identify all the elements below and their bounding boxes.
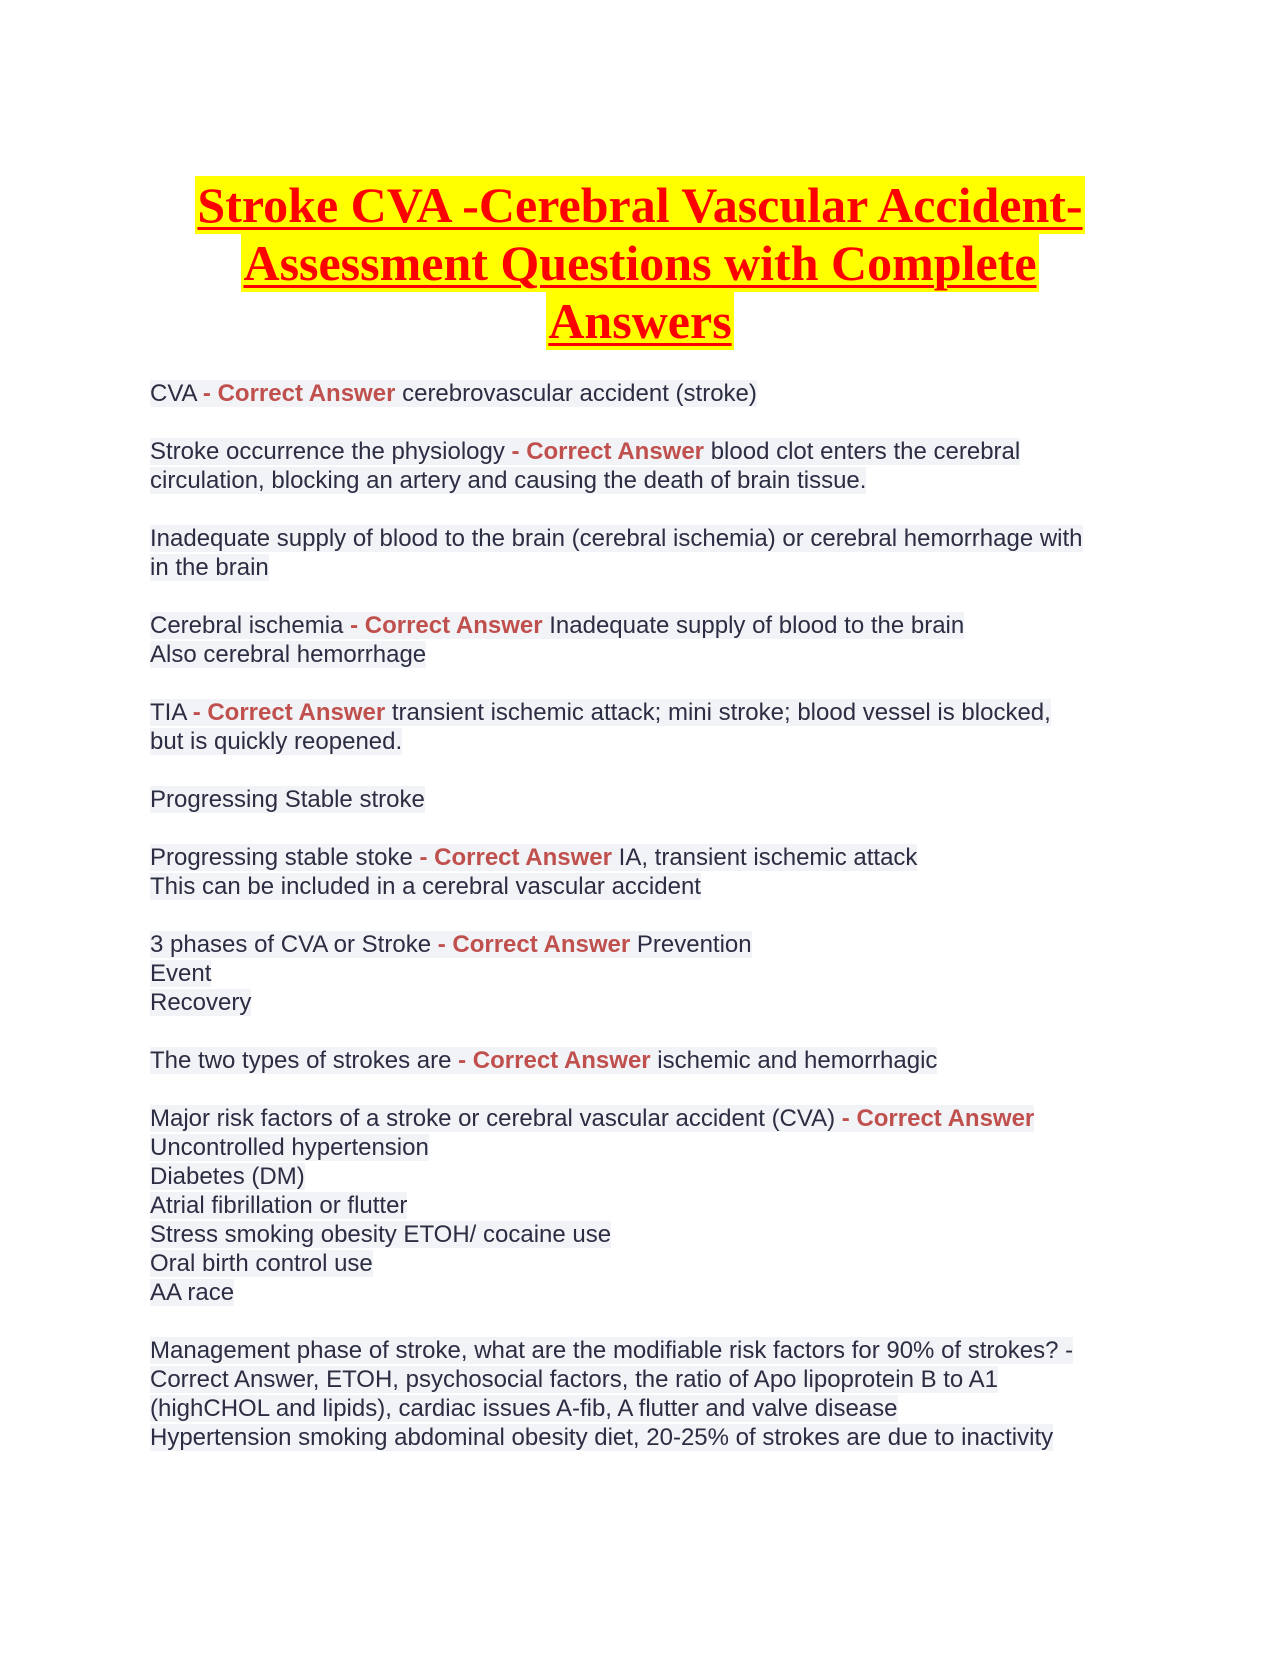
text-line <box>150 1220 1150 1249</box>
plain-text: Correct Answer, ETOH, psychosocial factors, the ratio of Apo lipoprotein B to A1 <box>150 1366 998 1393</box>
plain-text: Management phase of stroke, what are the modifiable risk factors for 90% of strokes? - <box>150 1337 1074 1364</box>
answer-text: IA, transient ischemic attack <box>611 844 918 871</box>
answer-text: Stress smoking obesity ETOH/ cocaine use <box>150 1221 612 1248</box>
text-line <box>150 1133 1150 1162</box>
qa-entry <box>150 930 1150 1017</box>
correct-answer-marker: - Correct Answer <box>458 1047 651 1074</box>
qa-entry <box>150 611 1150 669</box>
title-line: Assessment Questions with Complete <box>243 235 1037 291</box>
answer-text: Uncontrolled hypertension <box>150 1134 429 1161</box>
answer-text: cerebrovascular accident (stroke) <box>395 380 757 407</box>
question-text: Cerebral ischemia <box>150 612 351 639</box>
text-line <box>150 553 1150 582</box>
text-line <box>150 1278 1150 1307</box>
question-text: CVA <box>150 380 203 407</box>
answer-text: Oral birth control use <box>150 1250 373 1277</box>
text-line <box>150 1104 1150 1133</box>
question-text: 3 phases of CVA or Stroke <box>150 931 438 958</box>
qa-entry <box>150 843 1150 901</box>
question-text: The two types of strokes are <box>150 1047 459 1074</box>
correct-answer-marker: - Correct Answer <box>841 1105 1035 1132</box>
text-line <box>150 959 1150 988</box>
text-line <box>150 611 1150 640</box>
title-line: Stroke CVA -Cerebral Vascular Accident- <box>197 177 1083 233</box>
answer-text: Inadequate supply of blood to the brain <box>542 612 965 639</box>
text-line <box>150 1394 1150 1423</box>
correct-answer-marker: - Correct Answer <box>192 699 386 726</box>
text-line <box>150 698 1150 727</box>
answer-text: Prevention <box>630 931 752 958</box>
text-line <box>150 379 1150 408</box>
answer-text: circulation, blocking an artery and causing the death of brain tissue. <box>150 467 867 494</box>
text-line <box>150 640 1150 669</box>
answer-text: but is quickly reopened. <box>150 728 403 755</box>
text-line <box>150 524 1150 553</box>
text-line <box>150 930 1150 959</box>
text-line <box>150 1336 1150 1365</box>
answer-text: AA race <box>150 1279 235 1306</box>
plain-text: Hypertension smoking abdominal obesity diet, 20-25% of strokes are due to inactivity <box>150 1424 1054 1451</box>
qa-entry <box>150 524 1150 582</box>
answer-text: Event <box>150 960 212 987</box>
answer-text: Diabetes (DM) <box>150 1163 305 1190</box>
qa-entry <box>150 1046 1150 1075</box>
question-text: Major risk factors of a stroke or cerebral vascular accident (CVA) <box>150 1105 842 1132</box>
correct-answer-marker: - Correct Answer <box>202 380 396 407</box>
text-line <box>150 466 1150 495</box>
qa-entry <box>150 379 1150 408</box>
plain-text: Progressing Stable stroke <box>150 786 425 813</box>
text-line <box>150 1365 1150 1394</box>
plain-text: (highCHOL and lipids), cardiac issues A-fib, A flutter and valve disease <box>150 1395 898 1422</box>
correct-answer-marker: - Correct Answer <box>437 931 631 958</box>
title-line: Answers <box>548 293 732 349</box>
plain-text: in the brain <box>150 554 269 581</box>
text-line <box>150 1191 1150 1220</box>
text-line <box>150 988 1150 1017</box>
text-line <box>150 1046 1150 1075</box>
qa-entry <box>150 437 1150 495</box>
text-line <box>150 727 1150 756</box>
document-title <box>150 176 1130 350</box>
answer-text: Recovery <box>150 989 252 1016</box>
question-text: TIA <box>150 699 193 726</box>
answer-text: Also cerebral hemorrhage <box>150 641 427 668</box>
answer-text: This can be included in a cerebral vascular accident <box>150 873 701 900</box>
text-line <box>150 437 1150 466</box>
qa-entry <box>150 1336 1150 1452</box>
correct-answer-marker: - Correct Answer <box>511 438 705 465</box>
text-line <box>150 872 1150 901</box>
correct-answer-marker: - Correct Answer <box>350 612 543 639</box>
answer-text: ischemic and hemorrhagic <box>650 1047 938 1074</box>
question-text: Progressing stable stoke <box>150 844 420 871</box>
qa-entry <box>150 785 1150 814</box>
plain-text: Inadequate supply of blood to the brain (cerebral ischemia) or cerebral hemorrhage with <box>150 525 1083 552</box>
qa-entry <box>150 698 1150 756</box>
answer-text: transient ischemic attack; mini stroke; blood vessel is blocked, <box>385 699 1051 726</box>
answer-text: Atrial fibrillation or flutter <box>150 1192 408 1219</box>
qa-entry <box>150 1104 1150 1307</box>
answer-text: blood clot enters the cerebral <box>704 438 1021 465</box>
question-text: Stroke occurrence the physiology <box>150 438 512 465</box>
text-line <box>150 1162 1150 1191</box>
text-line <box>150 843 1150 872</box>
text-line <box>150 785 1150 814</box>
correct-answer-marker: - Correct Answer <box>419 844 612 871</box>
qa-content <box>150 379 1150 1481</box>
text-line <box>150 1423 1150 1452</box>
text-line <box>150 1249 1150 1278</box>
